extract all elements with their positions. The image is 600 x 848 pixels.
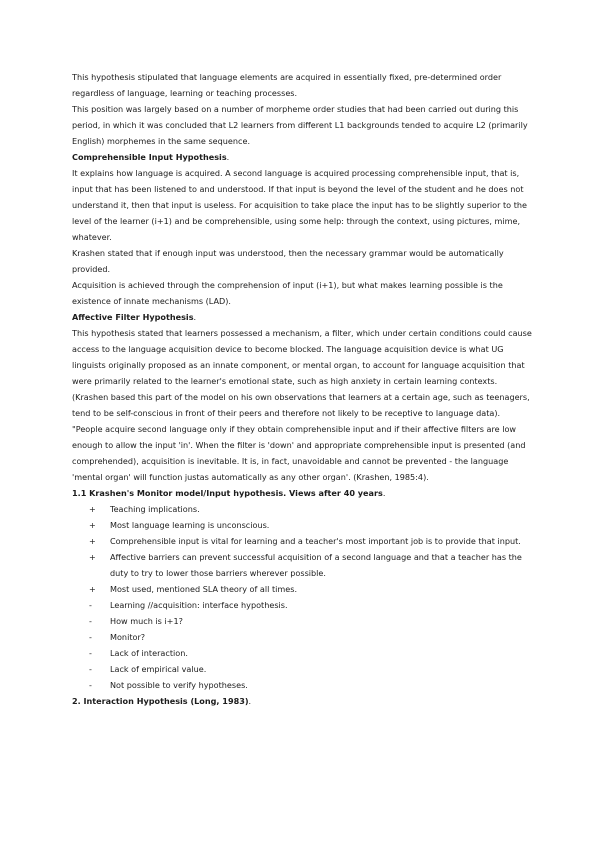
list-item xyxy=(72,613,534,629)
heading-period: . xyxy=(193,312,197,322)
section-heading: Comprehensible Input Hypothesis xyxy=(72,152,227,162)
intro-paragraph: This hypothesis stipulated that language elements are acquired in essentially fixed, pre-determined order regardless of language, learning or teaching processes. xyxy=(72,72,502,98)
intro-paragraph: This position was largely based on a number of morpheme order studies that had been carried out during this period, in which it was concluded that L2 learners from different L1 backgrounds tended to acquire L2 (primarily English) morphemes in the same sequence. xyxy=(72,104,528,146)
list-item xyxy=(72,533,534,549)
affective-filter-heading xyxy=(72,309,534,325)
minus-bullet: - xyxy=(89,664,92,674)
heading-period: . xyxy=(248,696,252,706)
section-heading: 2. Interaction Hypothesis (Long, 1983) xyxy=(72,696,249,706)
section-heading: Affective Filter Hypothesis xyxy=(72,312,194,322)
comprehensible-paragraph: Acquisition is achieved through the comprehension of input (i+1), but what makes learning possible is the existence of innate mechanisms (LAD). xyxy=(72,280,503,306)
minus-bullet: - xyxy=(89,600,92,610)
list-item-text: Most used, mentioned SLA theory of all times. xyxy=(110,584,298,594)
plus-bullet: + xyxy=(89,536,96,546)
list-item-text: Lack of interaction. xyxy=(110,648,188,658)
list-item-text: Lack of empirical value. xyxy=(110,664,207,674)
comprehensible-paragraph: Krashen stated that if enough input was understood, then the necessary grammar would be automatically provided. xyxy=(72,248,504,274)
heading-period: . xyxy=(382,488,386,498)
list-item xyxy=(72,517,534,533)
plus-bullet: + xyxy=(89,584,96,594)
comprehensible-paragraph: It explains how language is acquired. A second language is acquired processing comprehensible input, that is, input that has been listened to and understood. If that input is beyond the level of the student and he does not understand it, then that input is useless. For acquisition to take place the input has to be slightly superior to the level of the learner (i+1) and be comprehensible, using some help: through the context, using pictures, mime, whatever. xyxy=(72,168,527,242)
minus-bullet: - xyxy=(89,632,92,642)
minus-bullet: - xyxy=(89,616,92,626)
list-item xyxy=(72,661,534,677)
section-1-1-heading xyxy=(72,485,534,501)
list-item xyxy=(72,677,534,693)
list-item-text: Monitor? xyxy=(110,632,146,642)
list-item-text: Comprehensible input is vital for learning and a teacher's most important job is to provide that input. xyxy=(110,536,521,546)
list-item xyxy=(72,501,534,517)
minus-bullet: - xyxy=(89,680,92,690)
heading-period: . xyxy=(226,152,230,162)
affective-paragraph: This hypothesis stated that learners possessed a mechanism, a filter, which under certain conditions could cause access to the language acquisition device to become blocked. The language acquisition device is what UG linguists originally proposed as an innate component, or mental organ, to account for language acquisition that were primarily related to the learner's emotional state, such as high anxiety in certain learning contexts. (Krashen based this part of the model on his own observations that learners at a certain age, such as teenagers, tend to be self-conscious in front of their peers and therefore not likely to be receptive to language data). xyxy=(72,328,532,418)
list-item xyxy=(72,549,534,581)
list-item-text: How much is i+1? xyxy=(110,616,183,626)
comprehensible-input-heading xyxy=(72,149,534,165)
list-item-text: Affective barriers can prevent successful acquisition of a second language and that a teacher has the duty to try to lower those barriers wherever possible. xyxy=(110,552,522,578)
plus-bullet: + xyxy=(89,520,96,530)
list-item-text: Not possible to verify hypotheses. xyxy=(110,680,248,690)
document-body xyxy=(72,69,534,709)
section-heading: 1.1 Krashen's Monitor model/Input hypothesis. Views after 40 years xyxy=(72,488,383,498)
section-2-heading xyxy=(72,693,534,709)
list-item xyxy=(72,645,534,661)
plus-bullet: + xyxy=(89,552,96,562)
list-item-text: Learning //acquisition: interface hypothesis. xyxy=(110,600,288,610)
list-item xyxy=(72,597,534,613)
list-item-text: Most language learning is unconscious. xyxy=(110,520,270,530)
list-item-text: Teaching implications. xyxy=(110,504,200,514)
plus-bullet: + xyxy=(89,504,96,514)
affective-quote-paragraph: "People acquire second language only if they obtain comprehensible input and if their affective filters are low enough to allow the input 'in'. When the filter is 'down' and appropriate comprehensible input is presented (and comprehended), acquisition is inevitable. It is, in fact, unavoidable and cannot be prevented - the language 'mental organ' will function justas automatically as any other organ'. (Krashen, 1985:4). xyxy=(72,424,526,482)
list-item xyxy=(72,629,534,645)
minus-bullet: - xyxy=(89,648,92,658)
views-bullet-list xyxy=(72,501,534,693)
list-item xyxy=(72,581,534,597)
